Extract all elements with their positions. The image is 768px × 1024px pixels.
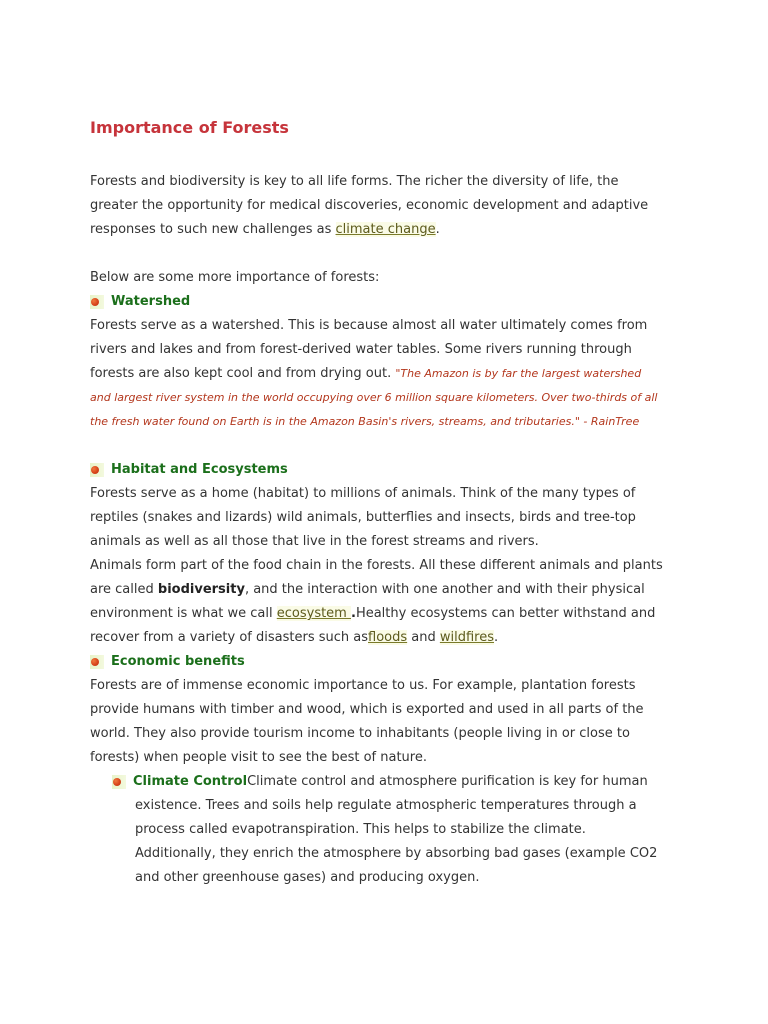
watershed-line-1: Forests serve as a watershed. This is because almost all water ultimately comes from (90, 318, 648, 333)
habitat-line-1: Forests serve as a home (habitat) to millions of animals. Think of the many types of (90, 486, 636, 501)
habitat-line-7-and: and (407, 630, 440, 645)
raintree-quote-line-3: the fresh water found on Earth is in the Amazon Basin's rivers, streams, and tributaries." - RainTree (90, 415, 640, 428)
economic-line-2: provide humans with timber and wood, which is exported and used in all parts of the (90, 702, 644, 717)
habitat-line-3: animals as well as all those that live in the forest streams and rivers. (90, 534, 539, 549)
wildfires-link[interactable]: wildfires (439, 630, 495, 645)
page-title: Importance of Forests (90, 118, 289, 137)
intro-line-3-end: . (435, 222, 440, 237)
watershed-heading-row (90, 290, 690, 314)
ecosystem-link[interactable]: ecosystem (276, 606, 351, 621)
habitat-line-7 (90, 630, 498, 645)
climate-control-item (112, 770, 690, 890)
economic-heading-row (90, 650, 690, 674)
habitat-line-5-end: , and the interaction with one another and with their physical (244, 582, 645, 597)
habitat-line-5-text: are called (90, 582, 158, 597)
climate-line-2: existence. Trees and soils help regulate atmospheric temperatures through a (135, 798, 637, 813)
climate-line-4: Additionally, they enrich the atmosphere by absorbing bad gases (example CO2 (135, 846, 658, 861)
economic-line-1: Forests are of immense economic importance to us. For example, plantation forests (90, 678, 636, 693)
raintree-quote-line-2: and largest river system in the world occupying over 6 million square kilometers. Over two-thirds of all (90, 391, 658, 404)
habitat-line-5 (90, 582, 645, 597)
bullet-icon (90, 295, 104, 309)
climate-line-3: process called evapotranspiration. This helps to stabilize the climate. (135, 822, 586, 837)
habitat-heading: Habitat and Ecosystems (111, 462, 288, 477)
intro-paragraph (90, 170, 690, 242)
watershed-heading: Watershed (111, 294, 191, 309)
watershed-line-2: rivers and lakes and from forest-derived water tables. Some rivers running through (90, 342, 632, 357)
habitat-line-6-end: Healthy ecosystems can better withstand and (355, 606, 656, 621)
watershed-line-3 (90, 366, 641, 381)
climate-change-link[interactable]: climate change (335, 222, 436, 237)
habitat-line-7-end: . (494, 630, 499, 645)
bullet-icon (90, 463, 104, 477)
economic-heading: Economic benefits (111, 654, 245, 669)
habitat-line-6-period: . (350, 606, 356, 621)
floods-link[interactable]: floods (368, 630, 408, 645)
habitat-paragraph (90, 482, 690, 650)
biodiversity-term: biodiversity (157, 582, 245, 597)
bullet-icon (90, 655, 104, 669)
raintree-quote-start: "The Amazon is by far the largest watershed (395, 367, 642, 380)
intro-line-3-text: responses to such new challenges as (90, 222, 336, 237)
climate-line-1: Climate control and atmosphere purification is key for human (247, 774, 648, 789)
economic-line-3: world. They also provide tourism income to inhabitants (people living in or close to (90, 726, 630, 741)
habitat-line-7-text: recover from a variety of disasters such as (90, 630, 369, 645)
document-body (90, 170, 690, 890)
climate-line-5: and other greenhouse gases) and producing oxygen. (135, 870, 480, 885)
habitat-heading-row (90, 458, 690, 482)
climate-heading: Climate Control (133, 774, 248, 789)
intro-line-3 (90, 222, 440, 237)
lead-text: Below are some more importance of forests: (90, 270, 380, 285)
habitat-line-2: reptiles (snakes and lizards) wild animals, butterflies and insects, birds and tree-top (90, 510, 636, 525)
bullet-icon (112, 775, 126, 789)
watershed-line-3-text: forests are also kept cool and from drying out. (90, 366, 396, 381)
paragraph-gap (90, 434, 690, 458)
intro-line-1: Forests and biodiversity is key to all life forms. The richer the diversity of life, the (90, 174, 619, 189)
climate-paragraph (112, 794, 690, 890)
intro-line-2: greater the opportunity for medical discoveries, economic development and adaptive (90, 198, 649, 213)
paragraph-gap (90, 242, 690, 266)
economic-paragraph (90, 674, 690, 770)
habitat-line-6 (90, 606, 655, 621)
climate-heading-row (112, 770, 690, 794)
watershed-paragraph (90, 314, 690, 434)
habitat-line-6-text: environment is what we call (90, 606, 277, 621)
economic-line-4: forests) when people visit to see the best of nature. (90, 750, 427, 765)
habitat-line-4: Animals form part of the food chain in the forests. All these different animals and plants (90, 558, 663, 573)
